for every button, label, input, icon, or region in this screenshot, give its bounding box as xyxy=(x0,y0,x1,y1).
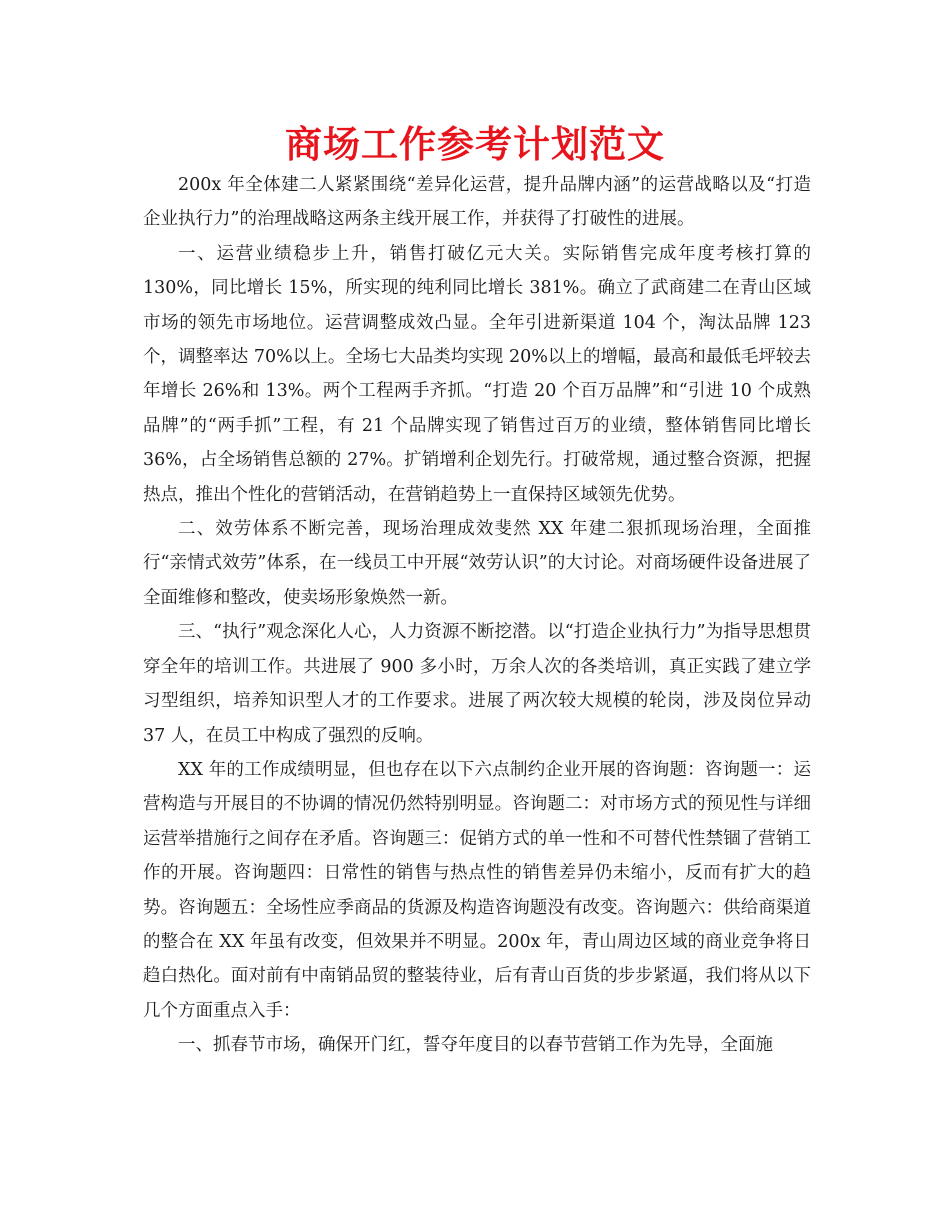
paragraph-operations: 一、运营业绩稳步上升，销售打破亿元大关。实际销售完成年度考核打算的 130%，同比增长 15%，所实现的纯利同比增长 381%。确立了武商建二在青山区域市场的领先市场地位。运营调整成效凸显。全年引进新渠道 104 个，淘汰品牌 123 个，调整率达 70%以上。全场七大品类均实现 20%以上的增幅，最高和最低毛坪较去年增长 26%和 13%。两个工程两手齐抓。“打造 20 个百万品牌”和“引进 10 个成熟品牌”的“两手抓”工程，有 21 个品牌实现了销售过百万的业绩，整体销售同比增长 36%，占全场销售总额的 27%。扩销增利企划先行。打破常规，通过整合资源，把握热点，推出个性化的营销活动，在营销趋势上一直保持区域领先优势。 xyxy=(143,243,811,505)
paragraph-intro: 200x 年全体建二人紧紧围绕“差异化运营，提升品牌内涵”的运营战略以及“打造企业执行力”的治理战略这两条主线开展工作，并获得了打破性的进展。 xyxy=(143,175,811,230)
paragraph-service: 二、效劳体系不断完善，现场治理成效斐然 XX 年建二狠抓现场治理，全面推行“亲情式效劳”体系，在一线员工中开展“效劳认识”的大讨论。对商场硬件设备进展了全面维修和整改，使卖场形象焕然一新。 xyxy=(143,519,811,608)
document-body xyxy=(143,168,811,1063)
paragraph-spring-festival: 一、抓春节市场，确保开门红，誓夺年度目的以春节营销工作为先导，全面施 xyxy=(178,1035,773,1056)
paragraph-problems: XX 年的工作成绩明显，但也存在以下六点制约企业开展的咨询题：咨询题一：运营构造与开展目的不协调的情况仍然特别明显。咨询题二：对市场方式的预见性与详细运营举措施行之间存在矛盾。咨询题三：促销方式的单一性和不可替代性禁锢了营销工作的开展。咨询题四：日常性的销售与热点性的销售差异仍未缩小，反而有扩大的趋势。咨询题五：全场性应季商品的货源及构造咨询题没有改变。咨询题六：供给商渠道的整合在 XX 年虽有改变，但效果并不明显。200x 年，青山周边区域的商业竞争将日趋白热化。面对前有中南销品贸的整装待业，后有青山百货的步步紧逼，我们将从以下几个方面重点入手： xyxy=(143,759,811,1021)
document-title: 商场工作参考计划范文 xyxy=(285,123,665,166)
paragraph-execution: 三、“执行”观念深化人心，人力资源不断挖潜。以“打造企业执行力”为指导思想贯穿全年的培训工作。共进展了 900 多小时，万余人次的各类培训，真正实践了建立学习型组织，培养知识型人才的工作要求。进展了两次较大规模的轮岗，涉及岗位异动 37 人，在员工中构成了强烈的反响。 xyxy=(143,622,811,746)
